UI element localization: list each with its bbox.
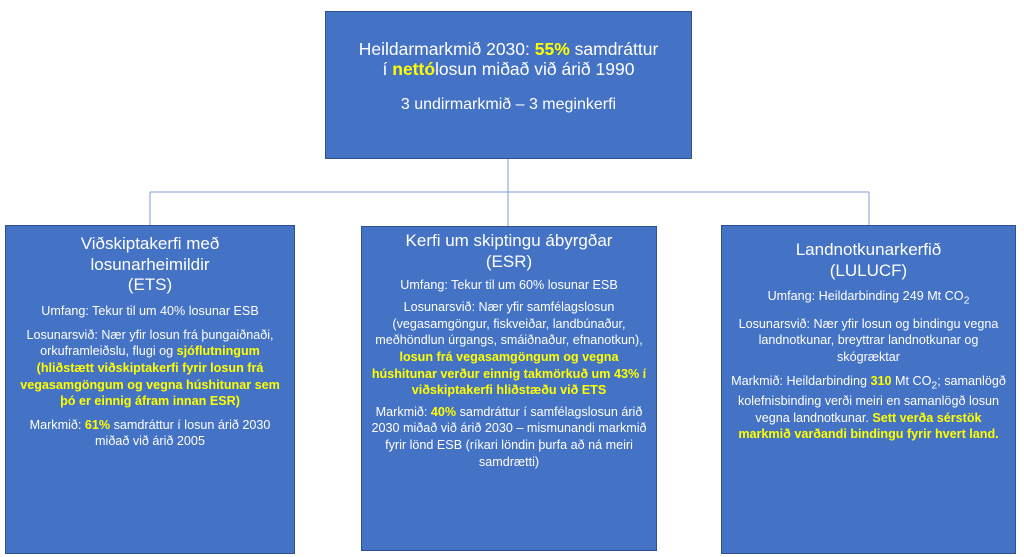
esr-scope: Umfang: Tekur til um 60% losunar ESB [400, 278, 618, 293]
ets-box [5, 225, 295, 554]
highlight-netto: nettó [392, 59, 436, 80]
overall-target-subtitle: 3 undirmarkmið – 3 meginkerfi [400, 95, 617, 113]
lulucf-scope: Umfang: Heildarbinding 249 Mt $CO_2$ [767, 289, 970, 307]
esr-box [361, 226, 657, 551]
lulucf-body [722, 288, 1015, 442]
lulucf-box [721, 225, 1016, 554]
overall-target-line-1: Heildarmarkmið 2030: 55% samdráttur [358, 39, 659, 59]
lulucf-sector: Losunarsvið: Nær yfir losun og bindingu vegna landnotkunar, breyttrar landnotkunar og skógræktar [738, 316, 999, 365]
esr-target: Markmið: 40% samdráttur í samfélagslosun árið 2030 miðað við árið 2030 – mismunandi markmið fyrir lönd ESB (ríkari löndin þurfa að ná meiri samdrætti) [371, 404, 647, 469]
overall-target-box [325, 11, 692, 159]
ets-target: Markmið: 61% samdráttur í losun árið 2030 miðað við árið 2005 [29, 417, 271, 449]
ets-title: Viðskiptakerfi með losunarheimildir (ETS) [80, 234, 220, 295]
lulucf-target: Markmið: Heildarbinding 310 Mt $CO_2$; samanlögð kolefnisbinding verði meiri en samanlögð losun vegna landnotkunar. Sett verða sérstök markmið varðandi bindingu fyrir hvert land. [731, 373, 1006, 442]
esr-body [362, 277, 656, 470]
highlight-55-percent: 55% [534, 39, 570, 59]
ets-body [6, 303, 294, 450]
esr-sector: Losunarsvið: Nær yfir samfélagslosun (vegasamgöngur, fiskveiðar, landbúnaður, meðhöndlun úrgangs, smáiðnaður, efnanotkun), losun frá vegasamgöngum og vegna húshitunar verður einnig takmörkuð um 43% í viðskiptakerfi hliðstæðu við ETS [371, 300, 647, 398]
esr-title: Kerfi um skiptingu ábyrgðar (ESR) [405, 231, 613, 271]
overall-target-line-2: í nettólosun miðað við árið 1990 [382, 59, 635, 80]
lulucf-title: Landnotkunarkerfið (LULUCF) [795, 240, 942, 280]
ets-sector: Losunarsvið: Nær yfir losun frá þungaiðnaði, orkuframleiðslu, flugi og sjóflutningum (hliðstætt viðskiptakerfi fyrir losun frá vegasamgöngum og vegna húshitunar sem þó er einnig áfram innan ESR) [20, 327, 280, 409]
ets-scope: Umfang: Tekur til um 40% losunar ESB [41, 304, 259, 319]
